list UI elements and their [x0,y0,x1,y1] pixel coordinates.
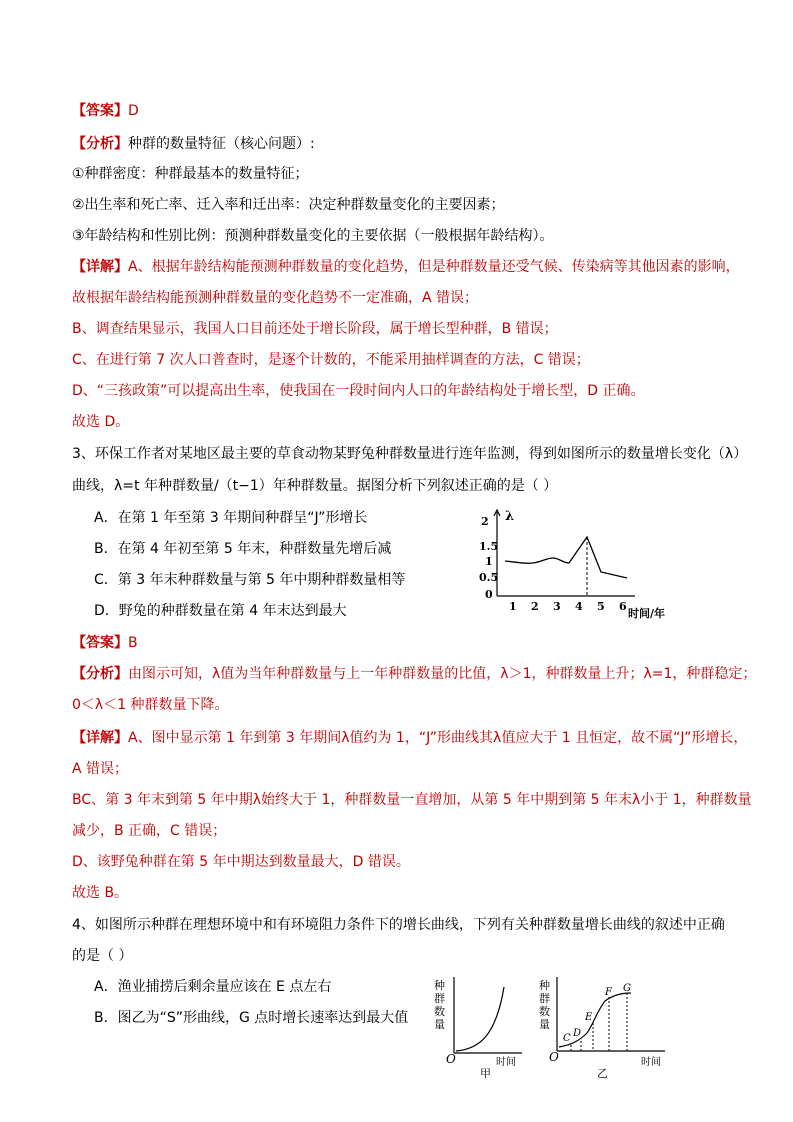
q3-detail-line-2: A 错误； [72,761,129,777]
q3-detail-line [72,728,747,748]
answer-tag: 【答案】 [72,635,128,651]
q3-option-a: A．在第 1 年至第 3 年期间种群呈“J”形增长 [94,510,368,526]
q3-option-d: D．野兔的种群数量在第 4 年末达到最大 [94,603,347,619]
q3-choose: 故选 B。 [72,885,129,901]
jia-y-label-1: 种 [434,979,445,992]
yi-caption: 乙 [597,1067,608,1080]
answer-value: B [128,635,138,651]
q2-detail-line-2: 故根据年龄结构能预测种群数量的变化趋势不一定准确，A 错误； [72,290,479,306]
q4-stem-1: 4、如图所示种群在理想环境中和有环境阻力条件下的增长曲线，下列有关种群数量增长曲线的叙述中正确 [72,917,725,933]
q3-detail-line-3: BC、第 3 年末到第 5 年中期λ始终大于 1，种群数量一直增加，从第 5 年中期到第 5 年末λ小于 1，种群数量 [72,792,752,808]
lambda-curve [505,537,627,578]
yi-x-label: 时间 [641,1057,661,1068]
analysis-tag: 【分析】 [72,666,128,682]
detail-tag: 【详解】 [72,730,128,746]
analysis-text: 种群的数量特征（核心问题）: [128,136,315,152]
q3-stem-2: 曲线，λ=t 年种群数量/（t−1）年种群数量。据图分析下列叙述正确的是（ ） [72,478,558,494]
x-tick-label: 6 [619,600,627,613]
point-d-label: D [573,1028,582,1039]
detail-text: A、图中显示第 1 年到第 3 年期间λ值约为 1，“J”形曲线其λ值应大于 1 且恒定，故不属“J”形增长， [128,730,748,746]
jia-y-label-3: 数 [434,1005,445,1018]
detail-text: A、根据年龄结构能预测种群数量的变化趋势，但是种群数量还受气候、传染病等其他因素的影响， [128,259,740,275]
jia-caption: 甲 [480,1067,491,1080]
q2-detail-line-5: D、“三孩政策”可以提高出生率，使我国在一段时间内人口的年龄结构处于增长型，D 正确。 [72,383,645,399]
point-f-label: F [605,987,612,998]
lambda-chart [475,500,675,625]
q3-analysis-line [72,664,756,684]
analysis-tag: 【分析】 [72,136,128,152]
q4-option-a: A．渔业捕捞后剩余量应该在 E 点左右 [94,979,332,995]
answer-tag: 【答案】 [72,103,128,119]
q2-analysis-line [72,134,315,154]
x-tick-label: 2 [531,600,539,613]
y-tick-label: 2 [481,515,489,528]
yi-y-label-3: 数 [539,1005,550,1018]
y-tick-label: 1.5 [479,540,499,553]
q3-stem-1: 3、环保工作者对某地区最主要的草食动物某野兔种群数量进行连年监测，得到如图所示的数量增长变化（λ） [72,446,748,462]
y-tick-label: 1 [485,555,493,568]
q3-answer-line [72,633,138,653]
yi-y-label-1: 种 [539,979,550,992]
point-e-label: E [585,1012,593,1023]
jia-origin: O [446,1052,456,1066]
answer-value: D [128,103,139,119]
jia-x-label: 时间 [496,1057,516,1068]
q2-answer-line [72,101,139,121]
y-axis-label: λ [505,509,515,524]
yi-y-label-2: 群 [539,992,550,1005]
j-curve [456,987,504,1051]
q2-detail-line-4: C、在进行第 7 次人口普查时，是逐个计数的，不能采用抽样调查的方法，C 错误； [72,352,590,368]
x-tick-label: 4 [575,600,583,613]
point-g-label: G [623,983,631,994]
q2-analysis-point-2: ②出生率和死亡率、迁入率和迁出率：决定种群数量变化的主要因素； [72,197,505,213]
q2-detail-line-3: B、调查结果显示，我国人口目前还处于增长阶段，属于增长型种群，B 错误； [72,321,558,337]
figure-yi [535,975,675,1080]
point-c-label: C [563,1033,571,1044]
q2-analysis-point-1: ①种群密度：种群最基本的数量特征； [72,166,309,182]
q2-analysis-point-3: ③年龄结构和性别比例：预测种群数量变化的主要依据（一般根据年龄结构）。 [72,228,554,244]
q3-option-c: C．第 3 年末种群数量与第 5 年中期种群数量相等 [94,572,406,588]
figure-jia [430,975,530,1080]
q3-option-b: B．在第 4 年初至第 5 年末，种群数量先增后减 [94,541,392,557]
y-tick-label: 0.5 [479,571,499,584]
jia-y-label-2: 群 [434,992,445,1005]
q4-stem-2: 的是（ ） [72,948,133,964]
q3-detail-line-5: D、该野兔种群在第 5 年中期达到数量最大，D 错误。 [72,854,410,870]
q2-detail-line [72,257,740,277]
x-tick-label: 5 [597,600,605,613]
x-tick-label: 1 [509,600,517,613]
jia-y-label-4: 量 [434,1018,445,1031]
x-tick-label: 3 [553,600,561,613]
x-axis-label: 时间/年 [628,607,666,620]
q4-option-b: B．图乙为“S”形曲线，G 点时增长速率达到最大值 [94,1010,409,1026]
y-tick-label: 0 [485,588,493,601]
analysis-text: 由图示可知，λ值为当年种群数量与上一年种群数量的比值，λ＞1，种群数量上升；λ=1，种群稳定； [128,666,757,682]
q2-choose: 故选 D。 [72,414,130,430]
yi-y-label-4: 量 [539,1018,550,1031]
q3-analysis-line-2: 0＜λ＜1 种群数量下降。 [72,697,229,713]
q3-detail-line-4: 减少，B 正确，C 错误； [72,823,227,839]
yi-origin: O [549,1050,559,1064]
detail-tag: 【详解】 [72,259,128,275]
